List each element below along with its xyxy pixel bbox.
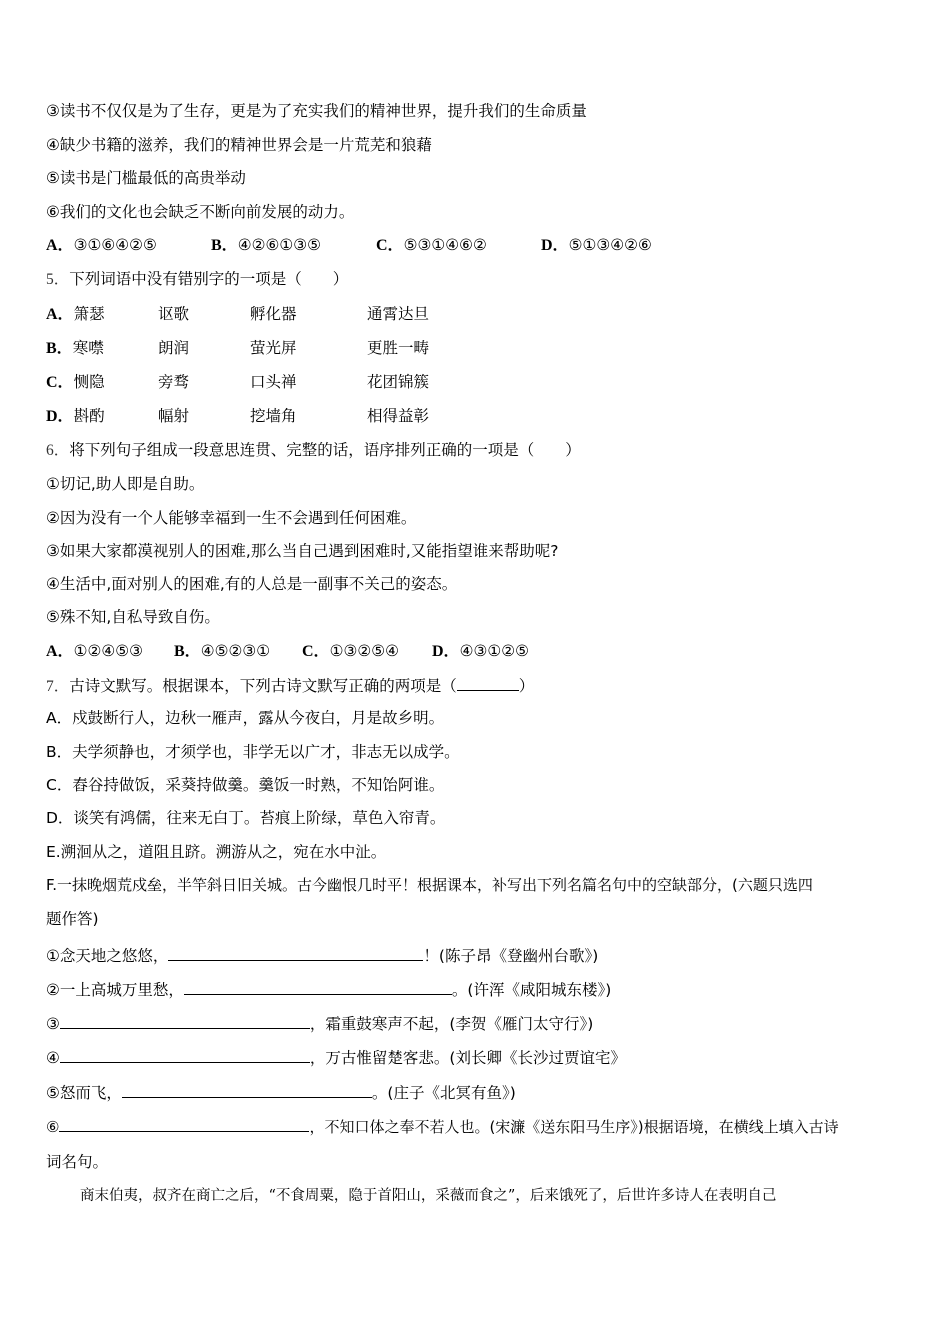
q7-stem [46,675,534,697]
word: 箫瑟 [73,305,105,323]
fill-after: 。(庄子《北冥有鱼》) [371,1084,516,1102]
word: 寒噤 [72,339,104,357]
option-letter: A． [46,643,74,660]
fill-before: ④ [46,1049,60,1067]
fill-item-5 [46,1082,516,1103]
q4-item-3: ③读书不仅仅是为了生存，更是为了充实我们的精神世界，提升我们的生命质量 [46,102,587,120]
q4-option-d-letter: D． [541,237,569,254]
fill-item-6 [46,1116,839,1137]
option-letter: D． [432,643,460,660]
fill-blank[interactable] [184,979,452,995]
fill-before: ②一上高城万里愁， [46,981,184,999]
q7-option-d: D．谈笑有鸿儒，往来无白丁。苔痕上阶绿，草色入帘青。 [46,809,446,827]
fill-blank[interactable] [168,945,423,961]
fill-before: ①念天地之悠悠， [46,947,169,965]
word: 讴歌 [158,305,190,323]
q6-stem-text: 将下列句子组成一段意思连贯、完整的话，语序排列正确的一项是（ ） [69,441,581,459]
word: 更胜一畴 [367,339,430,357]
option-letter: C． [302,643,330,660]
word: 旁骛 [158,373,190,391]
q4-item-4: ④缺少书籍的滋养，我们的精神世界会是一片荒芜和狼藉 [46,136,432,154]
fill-blank[interactable] [60,1013,310,1029]
q5-number: 5． [46,271,70,288]
fill-after: ！(陈子昂《登幽州台歌》) [423,947,599,965]
word: 相得益彰 [367,407,430,425]
q7-stem-end: ） [518,677,535,695]
word: 孵化器 [250,305,297,323]
q6-item: ③如果大家都漠视别人的困难,那么当自己遇到困难时,又能指望谁来帮助呢? [46,542,559,560]
q6-item: ②因为没有一个人能够幸福到一生不会遇到任何困难。 [46,509,417,527]
q6-stem [46,440,581,461]
word: 萤光屏 [250,339,297,357]
q7-option-e: E.溯洄从之，道阻且跻。溯游从之，宛在水中沚。 [46,843,387,861]
word: 恻隐 [73,373,105,391]
q6-option-c: ①③②⑤④ [329,642,400,660]
word: 斟酌 [73,407,105,425]
q7-option-b: B．夫学须静也，才须学也，非学无以广才，非志无以成学。 [46,743,460,761]
option-letter: D． [46,408,74,425]
word: 挖墙角 [250,407,297,425]
answer-blank[interactable] [457,675,519,691]
q4-option-a: ③①⑥④②⑤ [73,236,157,254]
word: 幅射 [158,407,190,425]
q4-option-c-letter: C． [376,237,404,254]
option-letter: B． [46,340,73,357]
q5-stem [46,269,348,290]
q7-number: 7． [46,678,70,695]
option-letter: C． [46,374,74,391]
fill-after: 。(许浑《咸阳城东楼》) [451,981,612,999]
fill-before: ⑤怒而飞， [46,1084,122,1102]
fill-before: ⑥ [46,1118,60,1136]
q6-number: 6． [46,442,70,459]
q4-option-b: ④②⑥①③⑤ [237,236,322,254]
word: 口头禅 [250,373,297,391]
q7-option-f: F.一抹晚烟荒戍垒，半竿斜日旧关城。古今幽恨几时平！根据课本，补写出下列名篇名句中的空缺部分，(六题只选四 [46,876,813,894]
q7-option-f-cont: 题作答) [46,910,99,928]
option-letter: B． [174,643,201,660]
passage-text: 商末伯夷，叔齐在商亡之后，“不食周粟，隐于首阳山，采薇而食之”，后来饿死了，后世许多诗人在表明自己 [80,1188,777,1204]
fill-after: ，不知口体之奉不若人也。(宋濂《送东阳马生序》)根据语境，在横线上填入古诗 [309,1118,839,1136]
word: 朗润 [158,339,190,357]
q4-option-c: ⑤③①④⑥② [403,236,487,254]
q4-option-a-letter: A． [46,237,74,254]
q6-item: ⑤殊不知,自私导致自伤。 [46,608,220,626]
q4-item-6: ⑥我们的文化也会缺乏不断向前发展的动力。 [46,203,355,221]
fill-item-2 [46,979,611,1000]
q4-option-b-letter: B． [211,237,238,254]
q4-item-5: ⑤读书是门槛最低的高贵举动 [46,169,246,187]
fill-blank[interactable] [59,1116,309,1132]
fill-blank[interactable] [60,1047,310,1063]
fill-after: ，霜重鼓寒声不起，(李贺《雁门太守行》) [309,1015,594,1033]
q7-stem-text: 古诗文默写。根据课本，下列古诗文默写正确的两项是（ [69,677,457,695]
q7-option-a: A．戍鼓断行人，边秋一雁声，露从今夜白，月是故乡明。 [46,709,445,727]
fill-item-4 [46,1047,626,1068]
q6-option-a: ①②④⑤③ [73,642,144,660]
q7-option-c: C．舂谷持做饭，采葵持做羹。羹饭一时熟，不知饴阿谁。 [46,776,445,794]
q6-option-b: ④⑤②③① [200,642,271,660]
fill-after: ，万古惟留楚客悲。(刘长卿《长沙过贾谊宅》 [309,1049,626,1067]
fill-blank[interactable] [122,1082,372,1098]
q6-item: ①切记,助人即是自助。 [46,475,205,493]
q6-item: ④生活中,面对别人的困难,有的人总是一副事不关己的姿态。 [46,575,458,593]
q5-stem-text: 下列词语中没有错别字的一项是（ ） [69,270,349,288]
option-letter: A． [46,306,74,323]
fill-item-1 [46,945,598,966]
word: 通霄达旦 [367,305,430,323]
fill-before: ③ [46,1015,60,1033]
fill-tail: 词名句。 [46,1153,109,1171]
q4-option-d: ⑤①③④②⑥ [568,236,652,254]
fill-item-3 [46,1013,593,1034]
q6-option-d: ④③①②⑤ [459,642,530,660]
word: 花团锦簇 [367,373,430,391]
